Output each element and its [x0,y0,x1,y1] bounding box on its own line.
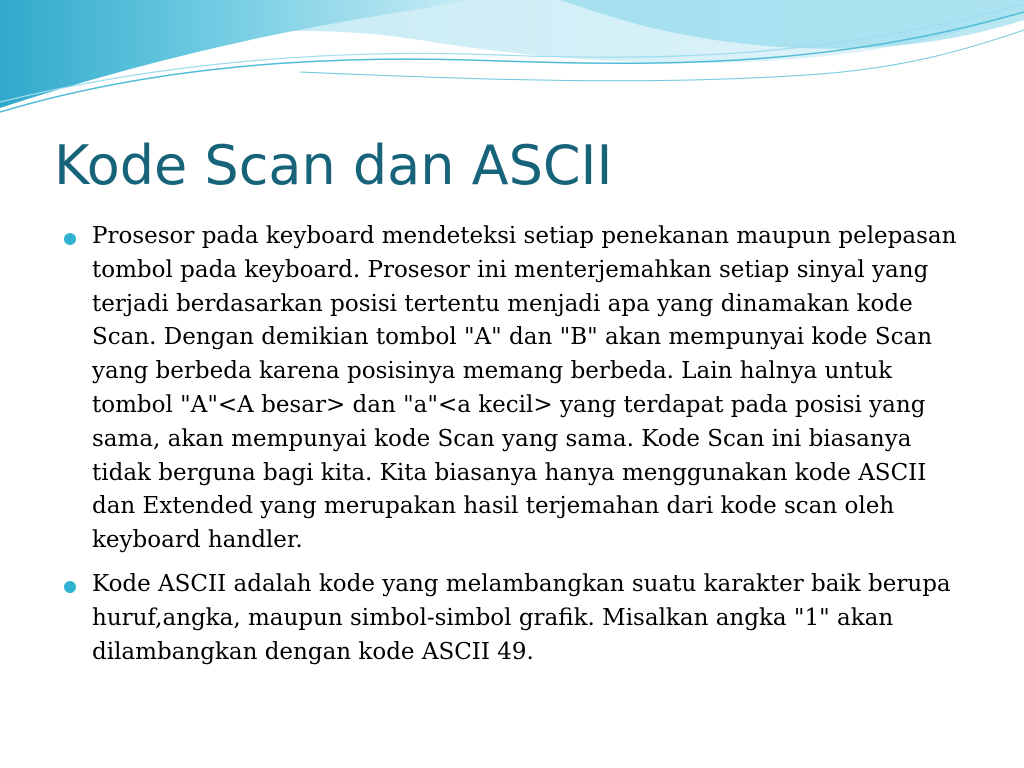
bullet-dot-icon [64,581,76,593]
bullet-dot-icon [64,233,76,245]
bullet-list [92,220,972,679]
bullet-item-ascii-code [92,568,972,669]
bullet-item-scan-code [92,220,972,558]
slide-title: Kode Scan dan ASCII [54,134,613,197]
bullet-text: Kode ASCII adalah kode yang melambangkan suatu karakter baik berupa huruf,angka, maupun simbol-simbol grafik. Misalkan angka "1" akan dilambangkan dengan kode ASCII 49. [92,570,951,665]
bullet-text: Prosesor pada keyboard mendeteksi setiap penekanan maupun pelepasan tombol pada keyboard. Prosesor ini menterjemahkan setiap sinyal yang terjadi berdasarkan posisi tertentu menjadi apa yang dinamakan kode Scan. Dengan demikian tombol "A" dan "B" akan mempunyai kode Scan yang berbeda karena posisinya memang berbeda. Lain halnya untuk tombol "A"<A besar> dan "a"<a kecil> yang terdapat pada posisi yang sama, akan mempunyai kode Scan yang sama. Kode Scan ini biasanya tidak berguna bagi kita. Kita biasanya hanya menggunakan kode ASCII dan Extended yang merupakan hasil terjemahan dari kode scan oleh keyboard handler. [92,223,957,554]
header-wave-decoration [0,0,1024,130]
